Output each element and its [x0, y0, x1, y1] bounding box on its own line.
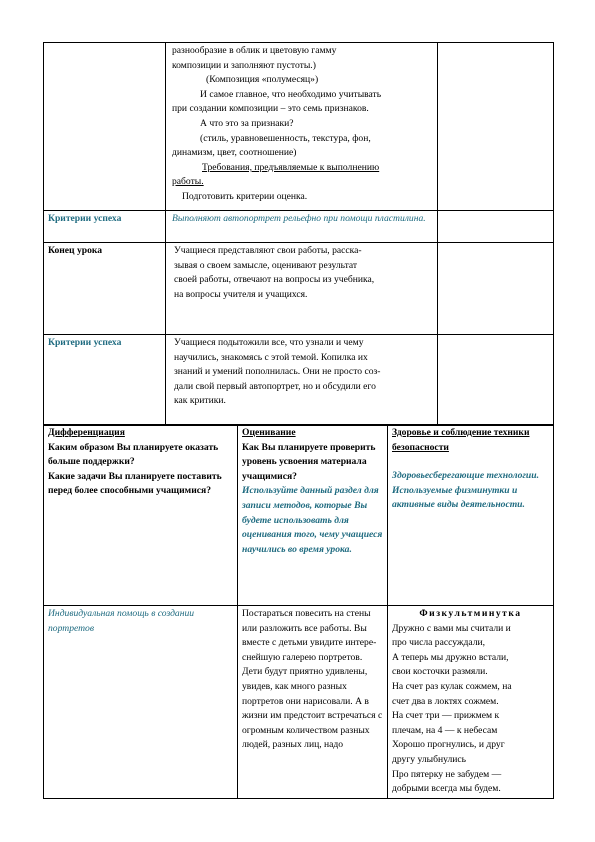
- health-title: Здоровье и соблюдение техники безопасности: [392, 427, 530, 453]
- poem-line: На счет три — прижмем к: [392, 710, 500, 722]
- poem-line: А теперь мы дружно встали,: [392, 651, 509, 663]
- poem-line: плечам, на 4 — к небесам: [392, 724, 498, 736]
- text-line: знаний и умений пополнилась. Они не просто соз-: [174, 366, 381, 378]
- text-line: динамизм, цвет, соотношение): [172, 147, 297, 159]
- differentiation-answer-cell: [44, 606, 238, 799]
- text-line: (Композиция «полумесяц»): [206, 74, 319, 86]
- poem-line: Про пятерку не забудем —: [392, 768, 502, 780]
- end-lesson-text-cell: [166, 243, 438, 335]
- requirements-line: работы.: [172, 176, 204, 188]
- poem-line: На счет раз кулак сожмем, на: [392, 680, 512, 692]
- criteria-label-cell: [44, 335, 166, 425]
- assessment-answer: Постараться повесить на стены или разложить все работы. Вы вместе с детьми увидите интере-снейшую галерею портретов. Дети будут приятно удивлены, увидев, как много разных портретов они нарисовали. А в жизни им предстоит встречаться с огромным количеством разных людей, разных лиц, надо: [242, 608, 383, 751]
- table-row: [44, 606, 554, 799]
- text-line: А что это за признаки?: [200, 117, 294, 129]
- text-line: Подготовить критерии оценка.: [182, 190, 308, 202]
- poem-line: счет два в локтях сожмем.: [392, 695, 499, 707]
- cell-empty: [438, 211, 554, 243]
- requirements-line: Требования, предъявляемые к выполнению: [202, 161, 380, 173]
- table-row: [44, 335, 554, 425]
- text-line: И самое главное, что необходимо учитывать: [200, 88, 382, 100]
- text-line: композиции и заполняют пустоты.): [172, 59, 316, 71]
- assessment-title: Оценивание: [242, 427, 296, 438]
- cell-empty: [438, 43, 554, 211]
- text-line: зывая о своем замысле, оценивают результат: [174, 259, 358, 271]
- criteria-label-cell: [44, 211, 166, 243]
- end-lesson-label: Конец урока: [48, 245, 103, 256]
- text-line: как критики.: [174, 395, 226, 407]
- assessment-header-cell: [238, 426, 388, 606]
- table-row: [44, 211, 554, 243]
- poem-line: другу улыбнулись: [392, 753, 467, 765]
- differentiation-question: Какие задачи Вы планируете поставить перед более способными учащимися?: [48, 470, 222, 497]
- cell-empty: [44, 43, 166, 211]
- text-line: Учащиеся подытожили все, что узнали и чему: [174, 337, 364, 348]
- text-line: при создании композиции – это семь признаков.: [172, 103, 369, 115]
- criteria-text-cell: [166, 335, 438, 425]
- text-line: своей работы, отвечают на вопросы из учебника,: [174, 274, 375, 286]
- differentiation-question: Каким образом Вы планируете оказать больше поддержки?: [48, 441, 219, 468]
- poem-line: про числа рассуждали,: [392, 637, 486, 649]
- table-row: [44, 243, 554, 335]
- health-hint: Здоровьесберегающие технологии. Используемые физминутки и активные виды деятельности.: [392, 470, 539, 511]
- text-line: (стиль, уравновешенность, текстура, фон,: [200, 132, 371, 144]
- criteria-label: Критерии успеха: [48, 213, 122, 224]
- health-header-cell: [388, 426, 554, 606]
- differentiation-answer: Индивидуальная помощь в создании портретов: [48, 608, 195, 634]
- text-line: на вопросы учителя и учащихся.: [174, 288, 308, 300]
- fizminutka-title: Физкультминутка: [419, 608, 522, 619]
- text-line: Учащиеся представляют свои работы, расска-: [174, 245, 362, 256]
- top-block-cell: [166, 43, 438, 211]
- cell-empty: [438, 335, 554, 425]
- poem-line: Дружно с вами мы считали и: [392, 622, 511, 634]
- differentiation-table: [43, 425, 554, 799]
- assessment-question: Как Вы планируете проверить уровень усвоения материала учащимися?: [242, 441, 376, 482]
- poem-line: добрыми всегда мы будем.: [392, 783, 501, 795]
- table-row: [44, 426, 554, 606]
- end-lesson-label-cell: [44, 243, 166, 335]
- criteria-text-cell: [166, 211, 438, 243]
- cell-empty: [438, 243, 554, 335]
- text-line: разнообразие в облик и цветовую гамму: [172, 45, 337, 56]
- poem-line: свои косточки размяли.: [392, 666, 488, 678]
- fizminutka-cell: [388, 606, 554, 799]
- criteria-text: Выполняют автопортрет рельефно при помощи пластилина.: [172, 213, 426, 224]
- table-row: [44, 43, 554, 211]
- assessment-hint: Используйте данный раздел для записи методов, которые Вы будете использовать для оценивания того, чему учащиеся научились во время урока.: [242, 485, 383, 555]
- differentiation-header-cell: [44, 426, 238, 606]
- assessment-answer-cell: [238, 606, 388, 799]
- text-line: дали свой первый автопортрет, но и обсудили его: [174, 380, 376, 392]
- text-line: научились, знакомясь с этой темой. Копилка их: [174, 351, 368, 363]
- criteria-label: Критерии успеха: [48, 337, 122, 348]
- differentiation-title: Дифференциация: [48, 427, 125, 438]
- poem-line: Хорошо прогнулись, и друг: [392, 739, 505, 751]
- lesson-plan-table: [43, 42, 554, 425]
